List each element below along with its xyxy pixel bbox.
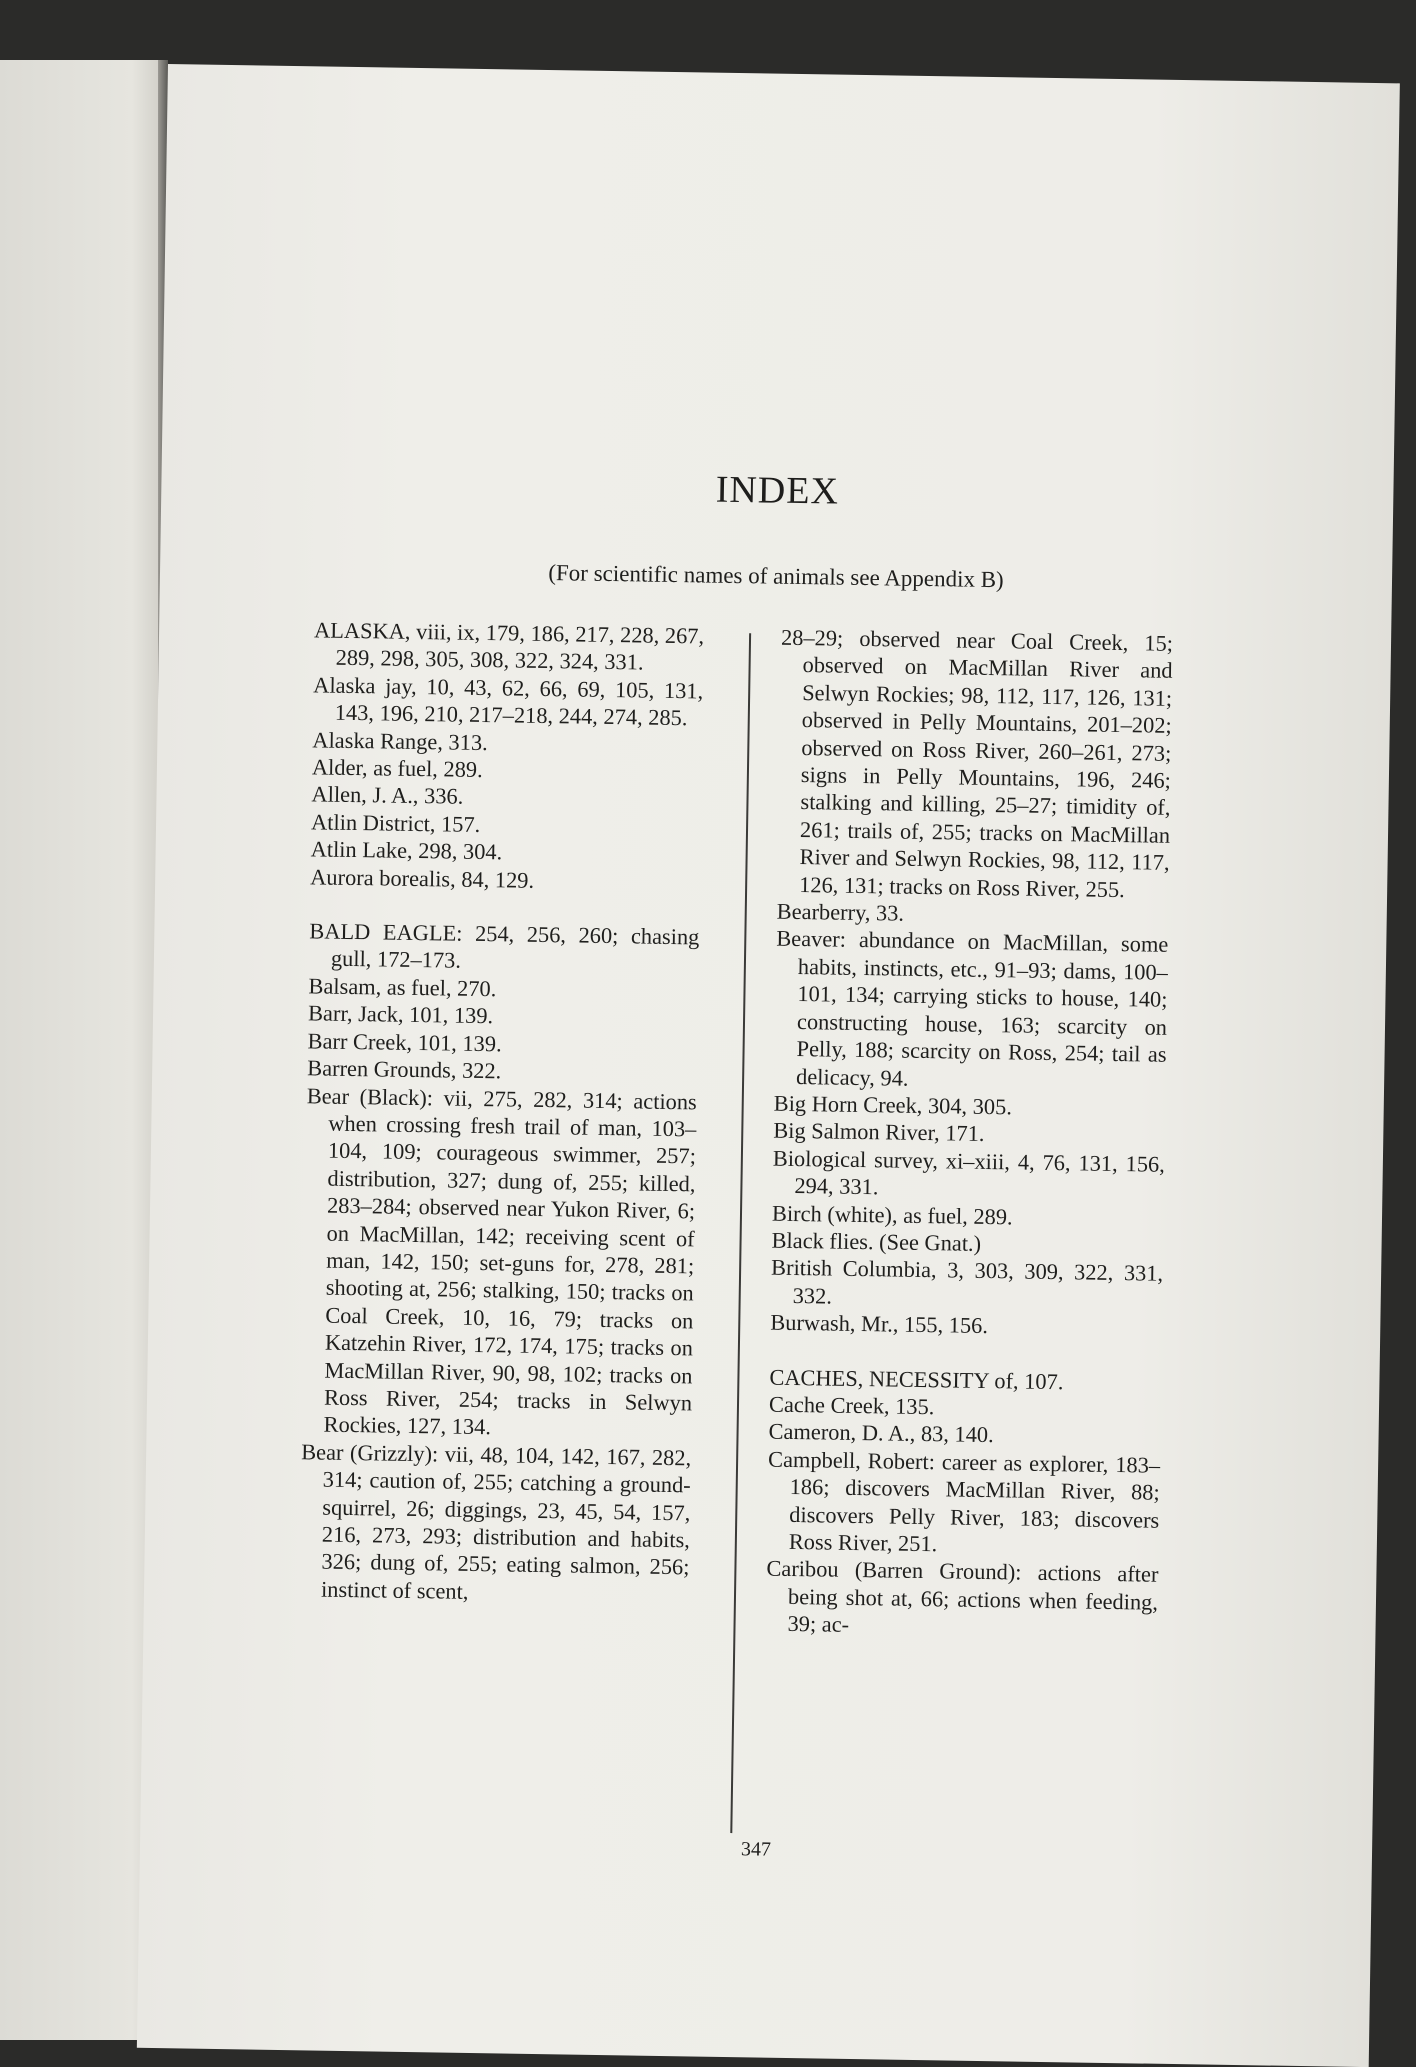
page-title: INDEX [715,468,840,513]
index-entry: ALASKA, viii, ix, 179, 186, 217, 228, 267, 289, 298, 305, 308, 322, 324, 331. [313,617,705,675]
index-entry: Caribou (Barren Ground): actions after being shot at, 66; actions when feeding, 39; ac- [766,1555,1159,1638]
index-entry: Balsam, as fuel, 270. [308,973,497,1002]
index-column-right [765,624,1173,1644]
index-entry: Atlin District, 157. [310,809,481,837]
index-entry: Cameron, D. A., 83, 140. [768,1418,994,1448]
index-entry: Aurora borealis, 84, 129. [310,863,535,893]
index-entry: Big Horn Creek, 304, 305. [773,1090,1013,1120]
index-entry: BALD EAGLE: 254, 256, 260; chasing gull, 172–173. [309,918,700,974]
facing-page [0,60,165,2040]
index-entry: Barr, Jack, 101, 139. [307,1000,494,1029]
index-entry: Alaska Range, 313. [312,726,488,755]
index-entry: Alder, as fuel, 289. [311,754,483,783]
index-entry: CACHES, NECESSITY of, 107. [769,1364,1064,1394]
index-entry: Bearberry, 33. [776,898,905,926]
index-entry: Biological survey, xi–xiii, 4, 76, 131, 156, 294, 331. [772,1145,1166,1200]
page-number: 347 [740,1838,772,1861]
index-entry: Allen, J. A., 336. [311,781,464,810]
index-entry: Bear (Grizzly): vii, 48, 104, 142, 167, 282, 314; caution of, 255; catching a ground-squirrel, 26; diggings, 23, 45, 54, 157, 216, 273, 293; distribution and habits, 326; dung of, 255; eating salmon, 256; instinct of scent, [301,1439,692,1604]
index-page [137,64,1400,2067]
index-entry: Burwash, Mr., 155, 156. [770,1309,989,1339]
index-entry: Bear (Black): vii, 275, 282, 314; actions when crossing fresh trail of man, 103–104, 109; courageous swimmer, 257; distribution, 327; dung of, 255; killed, 283–284; observed near Yukon River, 6; on MacMillan, 142; receiving scent of man, 142, 150; set-guns for, 278, 281; shooting at, 256; stalking, 150; tracks on Coal Creek, 10, 16, 79; tracks on Katzehin River, 172, 174, 175; tracks on MacMillan River, 90, 98, 102; tracks on Ross River, 254; tracks in Selwyn Rockies, 127, 134. [306,1082,697,1440]
index-column-left [299,616,704,1608]
index-entry: Atlin Lake, 298, 304. [310,836,503,865]
index-entry: Barr Creek, 101, 139. [307,1028,502,1057]
index-entry: Barren Grounds, 322. [307,1055,502,1084]
index-entry: Cache Creek, 135. [768,1391,935,1420]
index-entry: Black flies. (See Gnat.) [771,1227,982,1256]
index-entry: Big Salmon River, 171. [773,1117,985,1147]
page-subtitle: (For scientific names of animals see Appendix B) [548,560,1004,593]
index-entry: Campbell, Robert: career as explorer, 183–186; discovers MacMillan River, 88; discovers Pelly River, 183; discovers Ross River, 251. [767,1446,1161,1557]
index-entry: British Columbia, 3, 303, 309, 322, 331, 332. [770,1254,1164,1309]
index-entry: Alaska jay, 10, 43, 62, 66, 69, 105, 131, 143, 196, 210, 217–218, 244, 274, 285. [313,672,704,731]
column-divider [730,633,751,1833]
index-entry: Beaver: abundance on MacMillan, some habits, instincts, etc., 91–93; dams, 100–101, 134; carrying sticks to house, 140; constructing house, 163; scarcity on Pelly, 188; scarcity on Ross, 254; tail as delicacy, 94. [776,926,1169,1091]
index-entry: Birch (white), as fuel, 289. [771,1200,1013,1229]
index-entry: 28–29; observed near Coal Creek, 15; observed on MacMillan River and Selwyn Rockies; 98, 112, 117, 126, 131; observed in Pelly Mountains, 201–202; observed on Ross River, 260–261, 273; signs in Pelly Mountains, 196, 246; stalking and killing, 25–27; timidity of, 261; trails of, 255; tracks on MacMillan River and Selwyn Rockies, 98, 112, 117, 126, 131; tracks on Ross River, 255. [780,624,1174,902]
